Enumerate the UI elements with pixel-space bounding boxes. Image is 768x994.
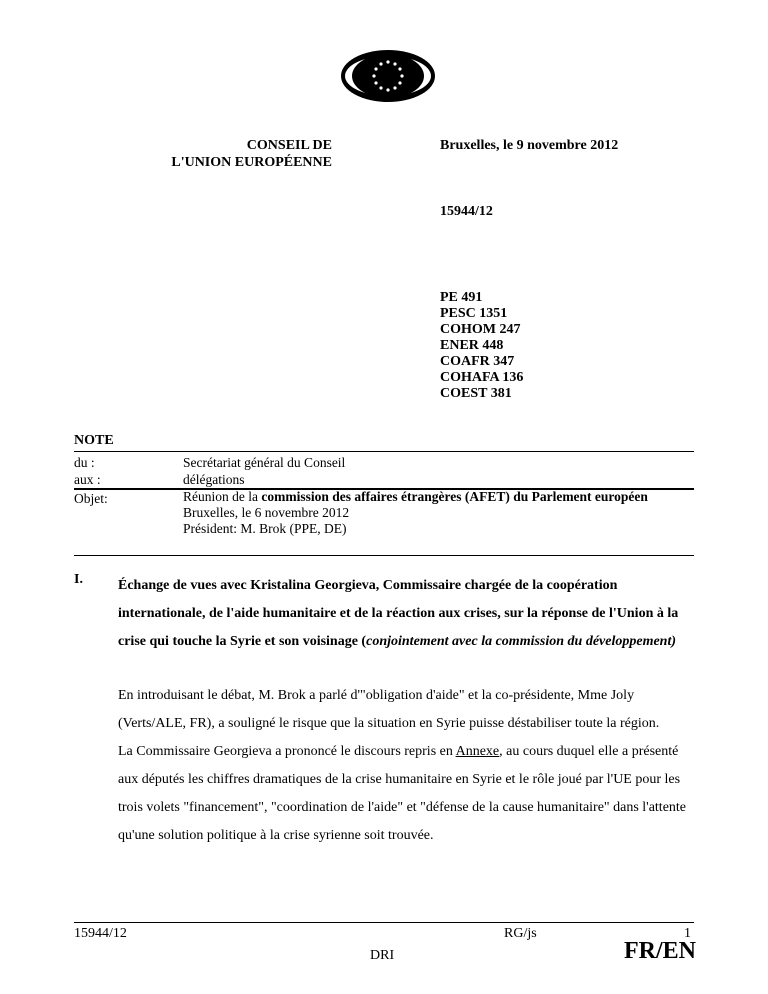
document-date: Bruxelles, le 9 novembre 2012 — [440, 138, 619, 153]
issuer-line1: CONSEIL DE — [246, 138, 332, 153]
language-code: FR/EN — [624, 938, 696, 964]
page-number: 1 — [684, 926, 691, 941]
code-item: COAFR 347 — [440, 354, 515, 369]
subject-prefix: Réunion de la — [183, 489, 262, 504]
section-title-italic: conjointement avec la commission du développement) — [366, 634, 677, 649]
annex-link[interactable]: Annexe — [455, 744, 500, 759]
issuer-name — [120, 137, 332, 171]
council-logo — [338, 46, 438, 106]
speech-text-end: , au cours duquel elle a présenté aux députés les chiffres dramatiques de la crise humanitaire en Syrie et le rôle joué par l'UE pour les trois volets "financement", "coordination de l'aide" et "défense de la cause humanitaire" dans l'attente qu'une solution politique à la crise syrienne soit trouvée. — [118, 744, 687, 843]
from-label: du : — [74, 455, 95, 470]
code-item: COEST 381 — [440, 386, 512, 401]
paragraph-intro: En introduisant le débat, M. Brok a parlé d'"obligation d'aide" et la co-présidente, Mme Joly (Verts/ALE, FR), a souligné le risque que la situation en Syrie puisse déstabiliser toute la région. — [118, 688, 660, 731]
note-divider-top — [74, 451, 694, 452]
section-title-text: Échange de vues avec Kristalina Georgieva, Commissaire chargée de la coopération internationale, de l'aide humanitaire et de la réaction aux crises, sur la réponse de l'Union à la crise qui touche la Syrie et son voisinage ( — [118, 578, 679, 649]
document-number: 15944/12 — [440, 204, 493, 219]
speech-text-start: La Commissaire Georgieva a prononcé le discours repris en — [118, 744, 456, 759]
issuer-line2: L'UNION EUROPÉENNE — [171, 155, 332, 170]
note-divider-bottom — [74, 555, 694, 556]
to-label: aux : — [74, 472, 101, 487]
subject-label: Objet: — [74, 491, 108, 506]
section-title — [118, 572, 696, 656]
footer-divider — [74, 922, 694, 923]
code-item: COHAFA 136 — [440, 370, 524, 385]
footer-department: DRI — [370, 948, 395, 963]
code-item: PESC 1351 — [440, 306, 508, 321]
footer-initials: RG/js — [504, 926, 537, 941]
footer-doc-number: 15944/12 — [74, 926, 127, 941]
subject-place-date: Bruxelles, le 6 novembre 2012 — [183, 505, 350, 520]
code-item: ENER 448 — [440, 338, 504, 353]
from-value: Secrétariat général du Conseil — [183, 455, 346, 470]
classification-codes — [440, 290, 523, 402]
subject-committee: commission des affaires étrangères (AFET) du Parlement européen — [261, 489, 648, 504]
code-item: PE 491 — [440, 290, 483, 305]
section-number: I. — [74, 572, 83, 587]
subject-chair: Président: M. Brok (PPE, DE) — [183, 521, 347, 536]
note-label: NOTE — [74, 433, 114, 448]
paragraph-speech — [118, 738, 698, 850]
subject-value — [183, 489, 694, 537]
to-value: délégations — [183, 472, 245, 487]
code-item: COHOM 247 — [440, 322, 521, 337]
